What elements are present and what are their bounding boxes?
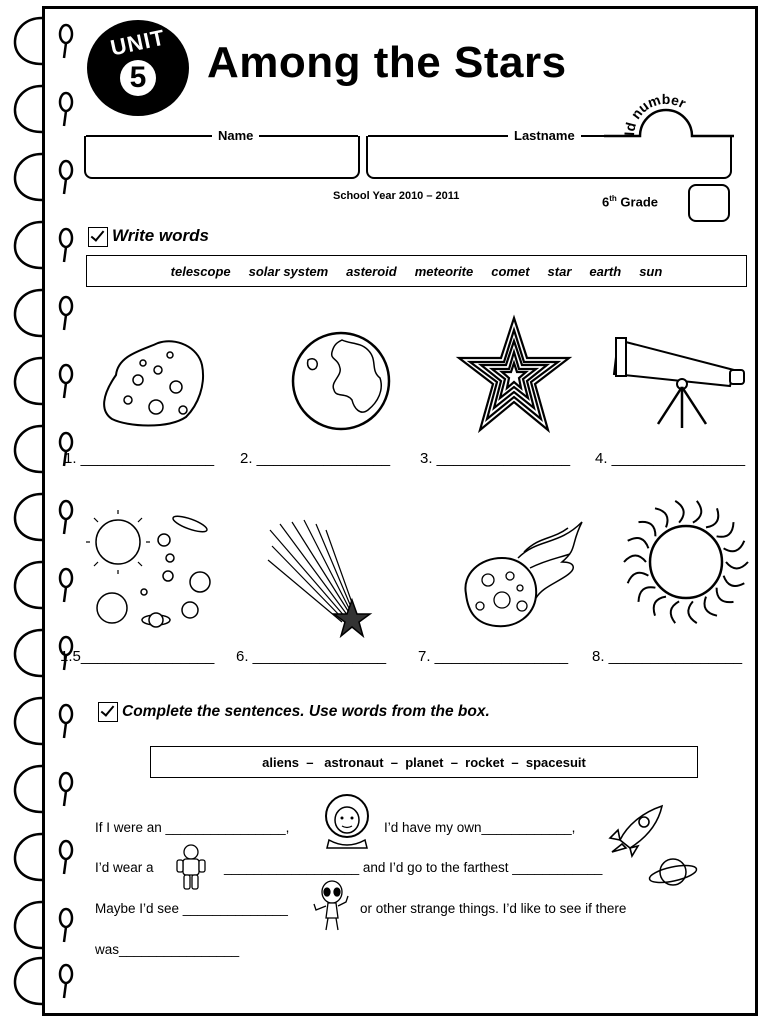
sun-ray [639, 522, 656, 536]
astronaut-picture [323, 792, 371, 850]
star-picture [458, 316, 570, 434]
sun-ray [675, 501, 683, 523]
sun-ray [688, 601, 696, 623]
sun-ray [724, 541, 745, 551]
blank-1[interactable]: 1. ________________ [64, 450, 215, 467]
lastname-field[interactable] [366, 136, 732, 179]
word-bank-item: telescope [170, 263, 231, 279]
asteroid-picture [98, 335, 208, 430]
name-field[interactable] [84, 136, 360, 179]
sun-ray [706, 508, 718, 527]
sun-ray [639, 587, 656, 602]
unit-number: 5 [120, 60, 156, 96]
blank-2[interactable]: 2. ________________ [240, 450, 391, 467]
write-words-heading: Write words [88, 226, 209, 247]
sun-ray [717, 588, 734, 602]
grade-box[interactable] [688, 184, 730, 222]
sentence-3a[interactable]: Maybe I’d see ______________ [95, 901, 288, 916]
word-bank-item: comet [491, 263, 530, 279]
sun-ray [655, 508, 668, 527]
checkbox-icon [88, 227, 108, 247]
rocket-picture [606, 804, 666, 856]
word-bank-item: sun [639, 263, 663, 279]
sun-ray [624, 556, 646, 562]
blank-6[interactable]: 6. ________________ [236, 648, 387, 665]
sentence-1a[interactable]: If I were an ________________, [95, 820, 290, 835]
word-bank-item: earth [589, 263, 622, 279]
sun-ray [724, 576, 745, 586]
sun-ray [693, 501, 701, 523]
sun-ray [628, 538, 649, 548]
blank-3[interactable]: 3. ________________ [420, 450, 571, 467]
sun-ray [628, 573, 649, 583]
sentence-2a: I’d wear a [95, 860, 154, 875]
sentence-3b: or other strange things. I’d like to see if there [360, 901, 627, 916]
unit-badge [87, 20, 189, 116]
word-bank-item: solar system [248, 263, 329, 279]
word-bank-item: meteorite [414, 263, 474, 279]
word-bank-item: asteroid [346, 263, 397, 279]
meteorite-picture [458, 518, 586, 630]
id-number-label: Id number [620, 90, 689, 137]
page-title: Among the Stars [207, 38, 567, 87]
sentence-1b[interactable]: I’d have my own____________, [384, 820, 576, 835]
sun-ray [671, 601, 679, 623]
solar-system-picture [84, 510, 216, 638]
complete-sentences-heading: Complete the sentences. Use words from the box. [98, 702, 490, 722]
blank-4[interactable]: 4. ________________ [595, 450, 746, 467]
grade-label: 6th Grade [602, 194, 658, 210]
sentence-4[interactable]: was________________ [95, 942, 240, 957]
planet-picture [648, 852, 698, 892]
word-bank-item: star [547, 263, 572, 279]
word-bank [86, 255, 747, 287]
telescope-picture [612, 332, 748, 432]
earth-picture [290, 330, 392, 432]
lastname-label: Lastname [508, 128, 581, 143]
sentence-2b[interactable]: __________________ and I’d go to the farthest ____________ [224, 860, 603, 875]
unit-label: UNIT [108, 24, 168, 61]
sun-ray [717, 522, 734, 537]
alien-picture [312, 880, 352, 932]
sentence-word-bank: aliens – astronaut – planet – rocket – spacesuit [150, 746, 698, 778]
sun-picture [620, 498, 752, 626]
sun-ray [704, 597, 717, 616]
sun-ray [654, 597, 666, 616]
checkbox-icon [98, 702, 118, 722]
school-year: School Year 2010 – 2011 [333, 190, 460, 202]
name-label: Name [212, 128, 259, 143]
blank-7[interactable]: 7. ________________ [418, 648, 569, 665]
blank-8[interactable]: 8. ________________ [592, 648, 743, 665]
spacesuit-picture [176, 844, 206, 890]
comet-picture [266, 520, 372, 640]
blank-5[interactable]: 1.5________________ [60, 648, 215, 665]
sun-ray [726, 562, 748, 568]
